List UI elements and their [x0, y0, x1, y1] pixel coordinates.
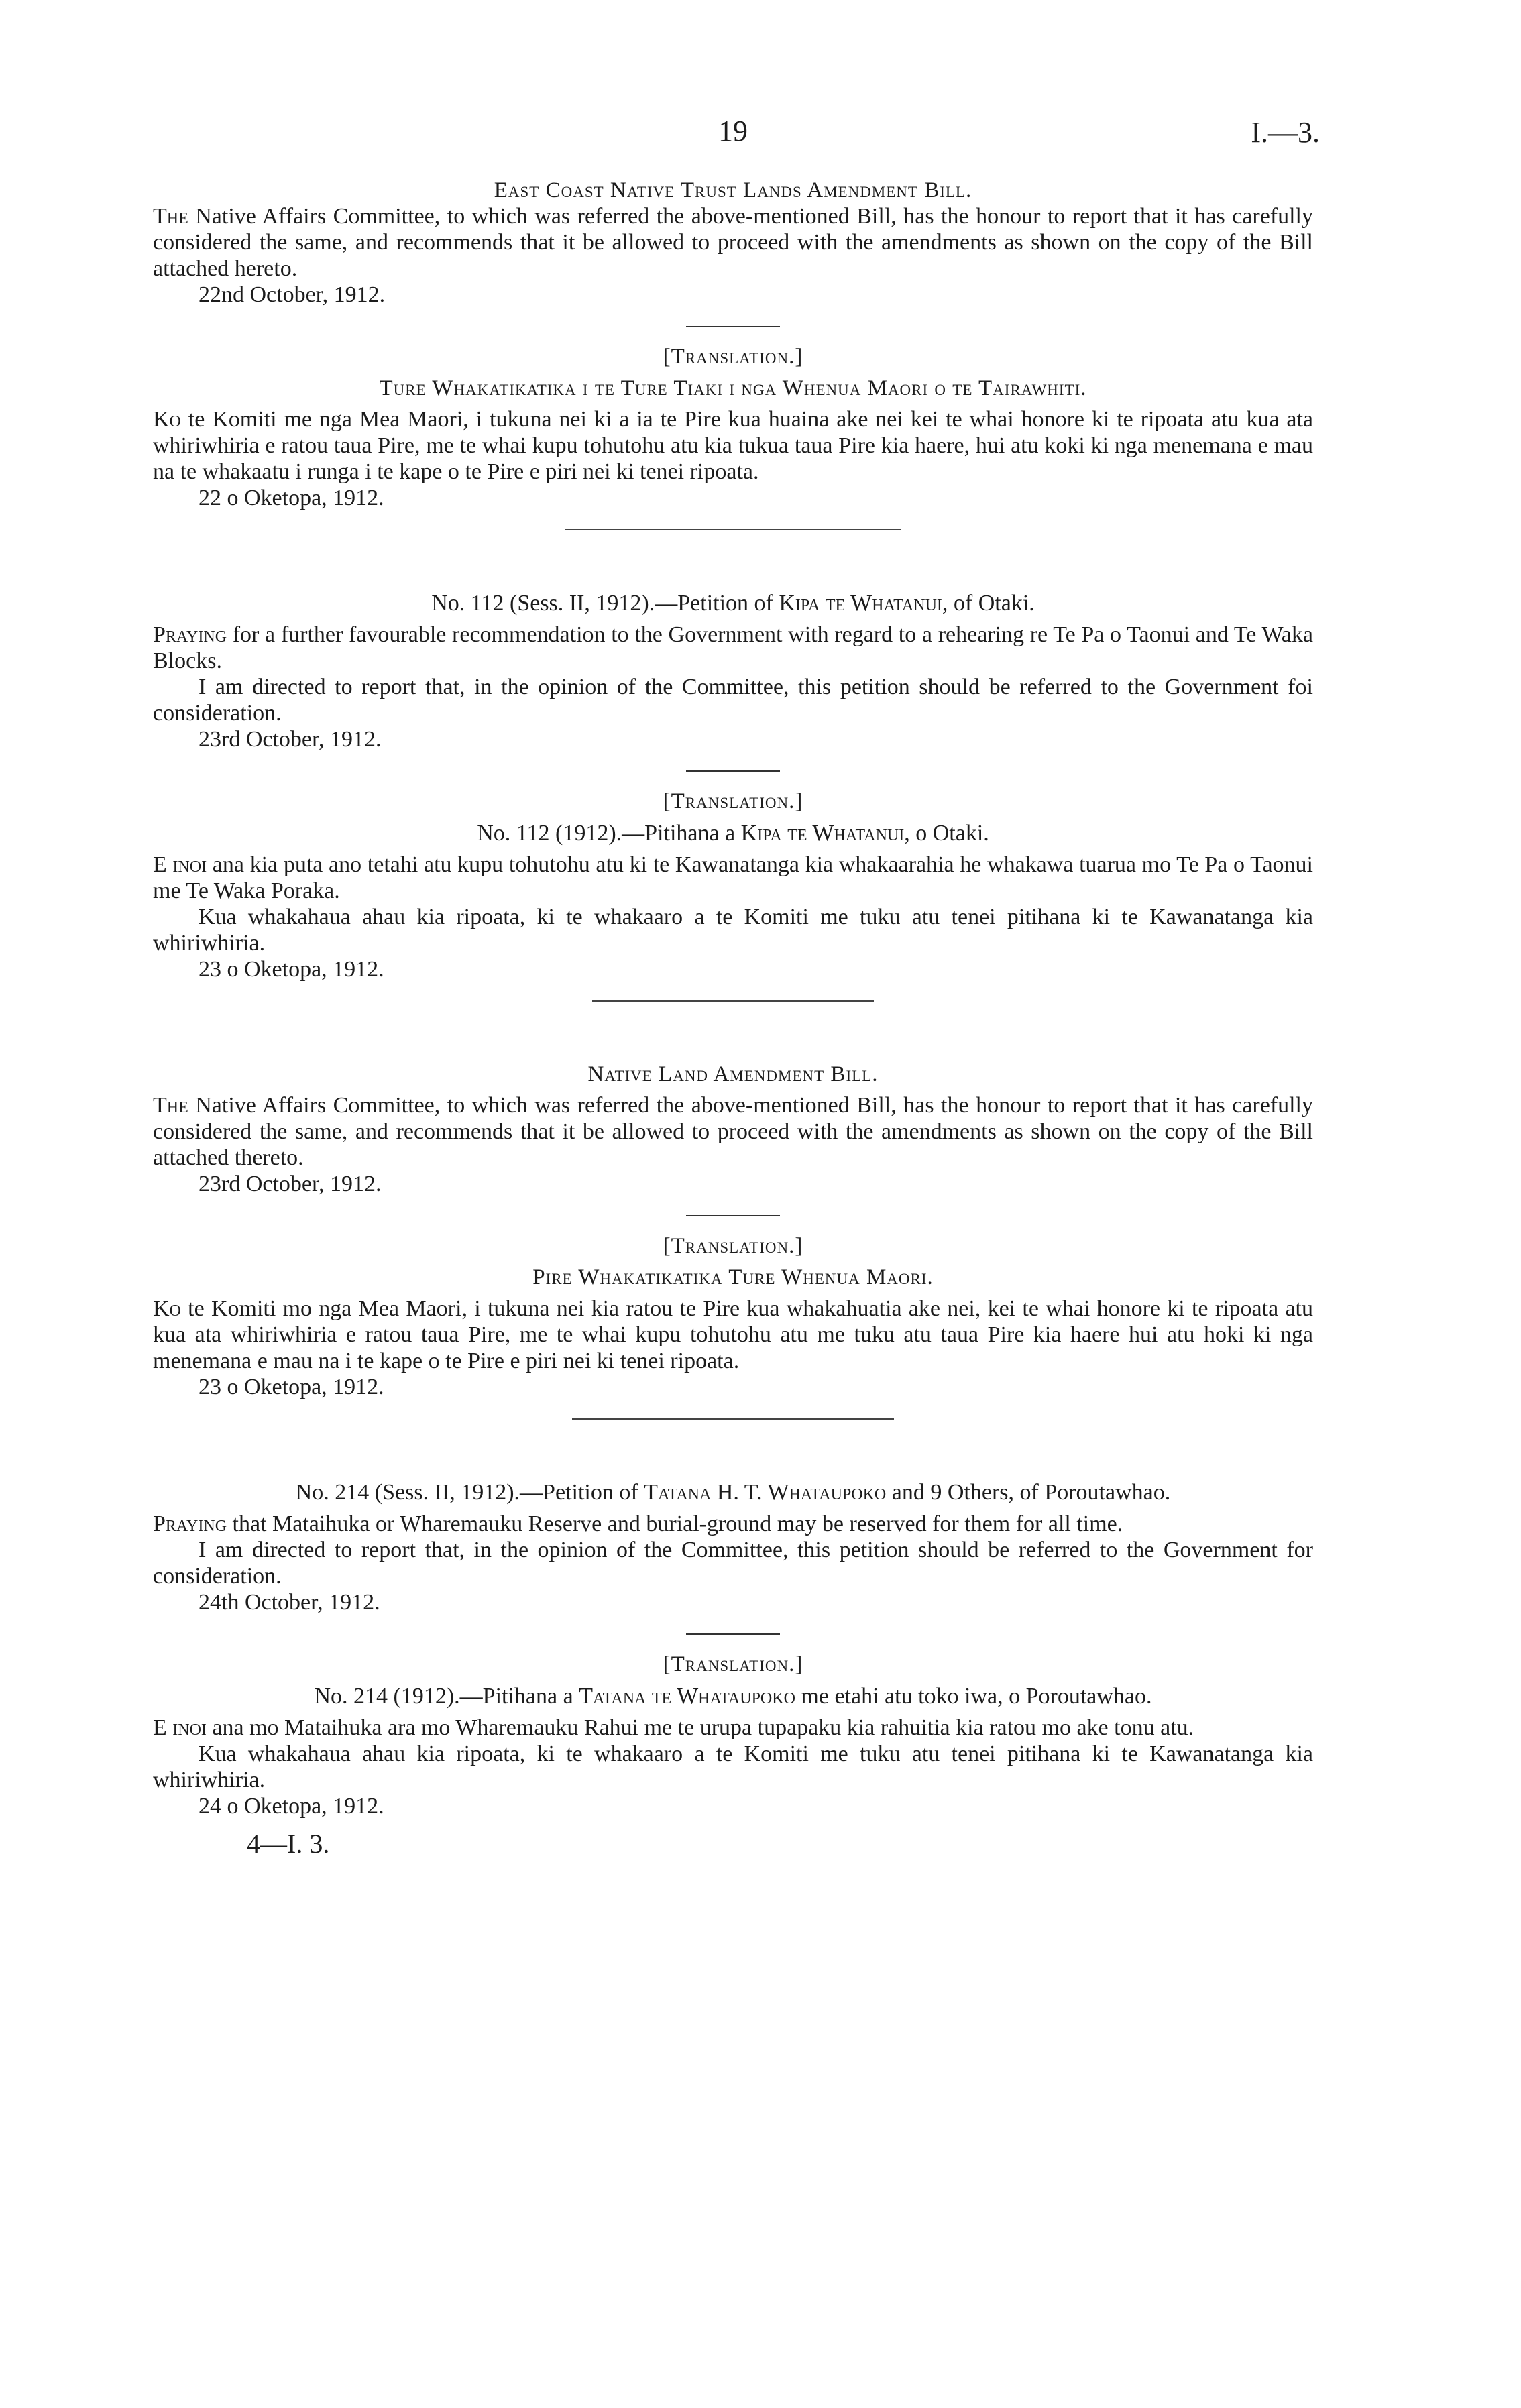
prayer-lead: Praying	[153, 1511, 227, 1536]
translation-label: [Translation.]	[663, 789, 803, 813]
translation-lead: Ko	[153, 1296, 181, 1321]
petition-heading	[153, 1480, 1313, 1505]
translation-prayer	[153, 852, 1313, 904]
translation-report	[153, 406, 1313, 485]
prayer-body: that Mataihuka or Wharemauku Reserve and burial-ground may be reserved for them for all time.	[227, 1511, 1123, 1536]
translation-petitioner-name: Kipa te Whatanui	[740, 821, 905, 846]
translation-title: Ture Whakatikatika i te Ture Tiaki i nga Whenua Maori o te Tairawhiti.	[379, 376, 1087, 400]
report-body: Native Affairs Committee, to which was referred the above-mentioned Bill, has the honour to report that it has carefully considered the same, and recommends that it be allowed to proceed with the amendments as shown on the copy of the Bill attached hereto.	[153, 204, 1313, 281]
translation-prayer	[153, 1715, 1313, 1741]
petition-heading-prefix: No. 214 (Sess. II, 1912).—Petition of	[295, 1480, 644, 1505]
translation-body: te Komiti me nga Mea Maori, i tukuna nei ki a ia te Pire kua huaina ake nei kei te whai honore ki te ripoata atu kua ata whiriwhiria e ratou taua Pire, me te whai kupu tohutohu atu kia tukua taua Pire kia haere, hui atu koki ki nga menemana e mau na te whakaatu i runga i te kape o te Pire e piri nei ki tenei ripoata.	[153, 407, 1313, 484]
petition-heading-suffix: and 9 Others, of Poroutawhao.	[886, 1480, 1171, 1505]
report-lead: The	[153, 204, 188, 229]
petition-date: 23rd October, 1912.	[199, 727, 382, 752]
translation-date: 23 o Oketopa, 1912.	[199, 1375, 384, 1399]
translation-title: Pire Whakatikatika Ture Whenua Maori.	[532, 1265, 934, 1289]
translation-prayer-lead: E inoi	[153, 852, 207, 877]
translation-prayer-body: ana kia puta ano tetahi atu kupu tohutohu atu ki te Kawanatanga kia whakaarahia he whakawa tuarua mo Te Pa o Taonui me Te Waka Poraka.	[153, 852, 1313, 903]
translation-date: 23 o Oketopa, 1912.	[199, 957, 384, 982]
translation-heading-prefix: No. 214 (1912).—Pitihana a	[314, 1684, 579, 1709]
translation-prayer-body: ana mo Mataihuka ara mo Wharemauku Rahui me te urupa tupapaku kia rahuitia kia ratou mo ake tonu atu.	[206, 1715, 1194, 1740]
translation-report: Kua whakahaua ahau kia ripoata, ki te whakaaro a te Komiti me tuku atu tenei pitihana ki te Kawanatanga kia whiriwhiria.	[153, 905, 1313, 956]
printer-signature: 4—I. 3.	[247, 1829, 330, 1859]
translation-prayer-lead: E inoi	[153, 1715, 207, 1740]
translation-label: [Translation.]	[663, 1234, 803, 1258]
report-date: 23rd October, 1912.	[199, 1171, 382, 1196]
translation-heading	[153, 821, 1313, 846]
petition-heading-prefix: No. 112 (Sess. II, 1912).—Petition of	[431, 591, 779, 616]
translation-lead: Ko	[153, 407, 181, 432]
committee-report	[153, 1092, 1313, 1171]
committee-report	[153, 203, 1313, 282]
translation-heading	[153, 1684, 1313, 1709]
petition-prayer	[153, 622, 1313, 674]
page-header	[153, 101, 1320, 161]
translation-report	[153, 1296, 1313, 1374]
translation-date: 24 o Oketopa, 1912.	[199, 1794, 384, 1819]
translation-label: [Translation.]	[663, 345, 803, 369]
prayer-lead: Praying	[153, 622, 227, 647]
petitioner-name: Tatana H. T. Whataupoko	[644, 1480, 887, 1505]
petition-heading-suffix: , of Otaki.	[942, 591, 1035, 616]
translation-petitioner-name: Tatana te Whataupoko	[579, 1684, 795, 1709]
page-number: 19	[718, 115, 748, 148]
translation-body: te Komiti mo nga Mea Maori, i tukuna nei kia ratou te Pire kua whakahuatia ake nei, kei te whai honore ki te ripoata atu kua ata whiriwhiria e ratou taua Pire, me te whai kupu tohutohu atu me tuku atu taua Pire kia haere hui atu hoki ki nga menemana e mau na i te kape o te Pire e piri nei ki tenei ripoata.	[153, 1296, 1313, 1373]
petition-heading	[153, 591, 1313, 616]
translation-heading-suffix: me etahi atu toko iwa, o Poroutawhao.	[795, 1684, 1152, 1709]
petition-prayer	[153, 1511, 1313, 1537]
translation-report: Kua whakahaua ahau kia ripoata, ki te whakaaro a te Komiti me tuku atu tenei pitihana ki te Kawanatanga kia whiriwhiria.	[153, 1741, 1313, 1792]
translation-heading-suffix: , o Otaki.	[904, 821, 989, 846]
petition-report: I am directed to report that, in the opinion of the Committee, this petition should be referred to the Government for consideration.	[153, 1538, 1313, 1589]
report-lead: The	[153, 1093, 188, 1118]
report-date: 22nd October, 1912.	[199, 282, 386, 307]
bill-title: Native Land Amendment Bill.	[587, 1062, 879, 1086]
translation-label: [Translation.]	[663, 1652, 803, 1676]
petitioner-name: Kipa te Whatanui	[779, 591, 942, 616]
report-body: Native Affairs Committee, to which was referred the above-mentioned Bill, has the honour to report that it has carefully considered the same, and recommends that it be allowed to proceed with the amendments as shown on the copy of the Bill attached thereto.	[153, 1093, 1313, 1170]
petition-date: 24th October, 1912.	[199, 1590, 380, 1615]
document-page	[153, 101, 1320, 1859]
page-reference: I.—3.	[1251, 116, 1320, 149]
translation-heading-prefix: No. 112 (1912).—Pitihana a	[477, 821, 741, 846]
petition-report: I am directed to report that, in the opinion of the Committee, this petition should be referred to the Government foi consideration.	[153, 675, 1313, 726]
bill-title: East Coast Native Trust Lands Amendment Bill.	[494, 178, 972, 203]
translation-date: 22 o Oketopa, 1912.	[199, 485, 384, 510]
prayer-body: for a further favourable recommendation to the Government with regard to a rehearing re Te Pa o Taonui and Te Waka Blocks.	[153, 622, 1313, 673]
